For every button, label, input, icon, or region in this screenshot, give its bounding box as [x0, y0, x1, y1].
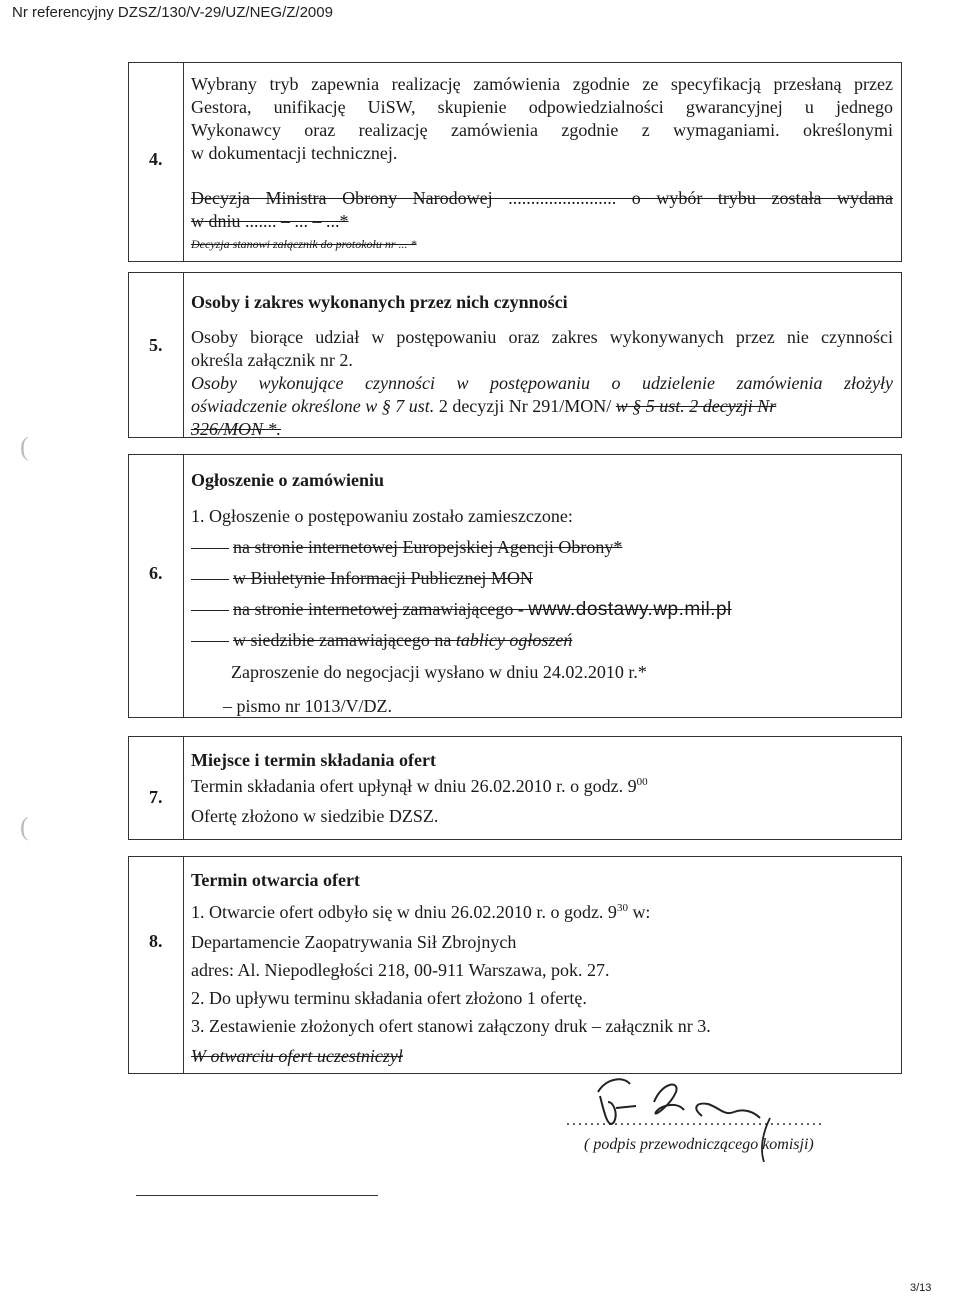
scan-artifact: ( — [20, 812, 29, 841]
struck-list-item: na stronie internetowej zamawiającego - www.dostawy.wp.mil.pl — [191, 598, 732, 621]
section-5 — [128, 272, 902, 438]
section-number-cell — [129, 63, 184, 261]
struck-text-line: w dniu ....... – ... – ...* — [191, 211, 349, 231]
text-line: adres: Al. Niepodległości 218, 00-911 Warszawa, pok. 27. — [191, 960, 610, 980]
text-line: 1. Otwarcie ofert odbyło się w dniu 26.02.2010 r. o godz. $9^{30}$ w: — [191, 902, 651, 922]
section-title: Termin otwarcia ofert — [191, 870, 360, 890]
signature-line: ........................................... — [566, 1112, 824, 1129]
text-line: Wybrany tryb zapewnia realizację zamówienia zgodnie ze specyfikacją przesłaną przez — [191, 74, 893, 94]
website-link: www.dostawy.wp.mil.pl — [528, 599, 732, 620]
struck-text-line: 326/MON *. — [191, 419, 281, 439]
page-number: 3/13 — [910, 1282, 932, 1294]
text-line: 2. Do upływu terminu składania ofert złożono 1 ofertę. — [191, 988, 587, 1008]
section-number-cell — [129, 857, 184, 1073]
section-number: 7. — [149, 787, 163, 807]
struck-text-line: Decyzja Ministra Obrony Narodowej ........................ o wybór trybu została wydana — [191, 188, 893, 208]
struck-list-item: na stronie internetowej Europejskiej Agencji Obrony* — [191, 536, 622, 559]
struck-list-item: w Biuletynie Informacji Publicznej MON — [191, 567, 533, 590]
text-line: Termin składania ofert upłynął w dniu 26.02.2010 r. o godz. $9^{00}$ — [191, 776, 648, 796]
text-line: w dokumentacji technicznej. — [191, 143, 398, 163]
struck-text-line: Decyzja stanowi załącznik do protokołu nr ... * — [191, 237, 417, 251]
section-6 — [128, 454, 902, 718]
text-line: Zaproszenie do negocjacji wysłano w dniu 24.02.2010 r.* — [231, 662, 647, 682]
struck-text-fragment: w § 5 ust. 2 decyzji Nr — [615, 396, 777, 416]
text-line: Departamencie Zaopatrywania Sił Zbrojnych — [191, 932, 517, 952]
signature-caption: ( podpis przewodniczącego komisji) — [584, 1136, 814, 1153]
section-number: 8. — [149, 931, 163, 951]
section-title: Ogłoszenie o zamówieniu — [191, 470, 384, 490]
text-line: – pismo nr 1013/V/DZ. — [223, 696, 392, 716]
section-number: 6. — [149, 563, 163, 583]
document-reference: Nr referencyjny DZSZ/130/V-29/UZ/NEG/Z/2009 — [12, 4, 333, 21]
struck-text-line: W otwarciu ofert uczestniczył — [191, 1046, 403, 1066]
section-8 — [128, 856, 902, 1074]
section-number: 5. — [149, 335, 163, 355]
text-line: Osoby wykonujące czynności w postępowaniu o udzielenie zamówienia złożyły — [191, 373, 893, 393]
section-number-cell — [129, 273, 184, 437]
section-title: Osoby i zakres wykonanych przez nich czynności — [191, 292, 568, 312]
text-line: Wykonawcy oraz realizację zamówienia zgodnie z wymaganiami. określonymi — [191, 120, 893, 140]
section-title: Miejsce i termin składania ofert — [191, 750, 436, 770]
text-line: 1. Ogłoszenie o postępowaniu zostało zamieszczone: — [191, 506, 573, 526]
text-line: 3. Zestawienie złożonych ofert stanowi załączony druk – załącznik nr 3. — [191, 1016, 711, 1036]
struck-list-item: w siedzibie zamawiającego na tablicy ogłoszeń — [191, 629, 572, 652]
text-line: Gestora, unifikację UiSW, skupienie odpowiedzialności gwarancyjnej u jednego — [191, 97, 893, 117]
text-line: Ofertę złożono w siedzibie DZSZ. — [191, 806, 439, 826]
section-7 — [128, 736, 902, 840]
text-line: Osoby biorące udział w postępowaniu oraz zakres wykonywanych przez nie czynności — [191, 327, 893, 347]
section-number-cell — [129, 737, 184, 839]
text-line — [191, 395, 776, 418]
footnote-rule — [136, 1195, 378, 1196]
text-fragment: 2 decyzji Nr 291/MON/ — [434, 396, 616, 416]
text-line: określa załącznik nr 2. — [191, 350, 353, 370]
section-4 — [128, 62, 902, 262]
section-number-cell — [129, 455, 184, 717]
text-fragment: oświadczenie określone w § 7 ust. — [191, 396, 435, 416]
scan-artifact: ( — [20, 432, 29, 461]
section-number: 4. — [149, 149, 163, 169]
